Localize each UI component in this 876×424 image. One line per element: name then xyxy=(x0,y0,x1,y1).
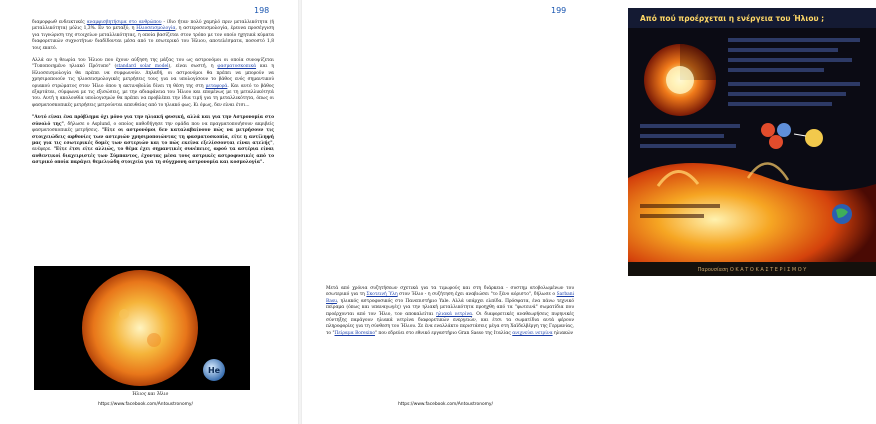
link-solar-neutrinos[interactable]: ηλιακά νετρίνα xyxy=(436,311,473,317)
source-link-right[interactable]: https://www.facebook.com/Antoustronomy/ xyxy=(398,402,494,407)
text-run: Αλλά αν η θεωρία του Ήλιου που έχουν αύξηση της μάζας του ως αστρονόμοι οι οποία συνοψίζεται "Τυποποιημένο ηλιακό Πρότυπο" ( xyxy=(32,58,274,70)
text-run: , ανέφερε. xyxy=(32,140,274,153)
left-paragraph-2 xyxy=(32,58,274,109)
text-run: " που εδρεύει στο εθνικό εργαστήριο Gran Sasso της Ιταλίας xyxy=(375,330,513,336)
text-run: , η αστεροσεισμολογία, έρευνα προσέγγιση για τιγνώριση της στοιχείων μεταλλικότητας, η οποία βασίζεται στον τρόπο με τον οποίο ηχητικά κύματα διαφορετικών συχνοτήτων διαδίδονται μέσα από το εσωτερικό του Ήλιου, αποτελέσματα, ποσοστό 1,8 τοις εκατό. xyxy=(32,26,274,51)
sun-and-helium-image xyxy=(34,266,250,390)
text-run: Μετά από χρόνια συζητήσεων σχετικά για τα τιμωρούς και στη διάρκεια - συστημ ατοβολωμένων του εσωτερικό για τη xyxy=(326,286,574,298)
infographic-footer: Παρουσίαση Ο Κ Α Τ Ο Κ Α Σ Τ Ε Ρ Ι Σ Μ Ο Υ xyxy=(697,267,807,273)
quote-bold: "Είτε οι αστρονόμοι δεν καταλαβαίνουν πώς να μετρήσουν τις στοιχειώδεις αφθονίες των αστεριών χρησιμοποιώντας τη φασματοσκοπία, είτε η αντίληψή μας για τις εσωτερικές δομές των αστεριών και το πώς εκείνα εξελίσσονται είναι ατελής" xyxy=(32,128,274,146)
text-run: ), είναι σωστή, η xyxy=(168,64,218,70)
neutron-icon xyxy=(777,123,791,137)
energy-burst-icon xyxy=(805,129,823,147)
text-run: ηλιακών xyxy=(552,330,574,336)
helium-label: He xyxy=(207,366,221,375)
text-run: , ηλιακός αστροφυσικός στο Πανεπιστήμιο Yale. Αλλά υπάρχει ελπίδα. Πρόσφατα, ένα πάνω τεχνικό πείραμα (όπως και υπαναγωγές) για την ηλιακή μεταλλικότητα προηχθη από τα "φωτεινά" σωματίδια που προέρχονται από τον Ήλιο, τον αποκαλείται xyxy=(326,298,574,317)
quote-bold: "Είτε έτσι είτε αλλιώς, το θέμα έχει σημαντικές συνέπειες, αφού τα αστέρια είναι αυθεντικοί διαχειριστές των Σύμπαντος, έχοντας μέσα τους αστρικές αστροφυσικές από το αστρικό οποία παράγει θεμελιώδη στοιχεία για τη σύγχρονη αστρονομία και κοσμολογία". xyxy=(32,147,275,166)
link-convection[interactable]: μεταφορά xyxy=(205,83,228,89)
solar-energy-infographic xyxy=(628,8,876,276)
left-quote-paragraph xyxy=(32,115,274,166)
link-borexino[interactable]: Πείραμα Borexino xyxy=(334,330,376,336)
link-helioseismology[interactable]: Ηλιοσεισμολογία xyxy=(136,26,176,32)
infographic-title: Από πού προέρχεται η ενέργεια του Ήλιου ; xyxy=(640,14,825,23)
page-number-left: 198 xyxy=(254,6,270,15)
link-inline[interactable]: αναμφισβητήσιμα στο ανθρώπου xyxy=(86,20,162,25)
figure-caption: Ήλιος και Ήλιο xyxy=(132,392,169,397)
text-run: , δήλωσε ο Asplund, ο οποίος καθοδήγησε την ομάδα που να πραγματοποιήσουν ακριβείς φασματοσκοπικές μετρήσεις. xyxy=(32,121,274,134)
right-page xyxy=(302,0,825,424)
infographic-graphic xyxy=(628,8,876,276)
text-run: . Και αυτό το βάθος εξαρτάται, σύμφωνα με τις εξισώσεις, με την αδιαφάνεια του Ήλιου και επομένως με τη μεταλλικότητά του. Αυτή η ακολουθία υπολογισμών θα πρέπει να προβλέπει την ίδια τιμή για τη μεταλλικότητα, όπως οι φασματοσκοπικές μετρήσεις μετρούνται απευθείας από το ηλιακό φως. Κι όμως, δεν είναι έτσι... xyxy=(32,83,275,108)
link-spectroscopy[interactable]: φασματοσκοπικά xyxy=(217,64,257,70)
text-run: στον Ήλιο - η συζήτηση έχει αναβιώσει "το ξένο αόριστο", δήλωσε ο xyxy=(397,292,557,298)
text-run: - ίδιο ήταν πολύ χαμηλό πριν μεταλλικότητα (ή μεταλλικότητα) μόλις 1,3%. Εν το μεταξύ, η xyxy=(32,20,274,32)
left-body-text xyxy=(32,20,274,173)
right-paragraph xyxy=(326,286,574,337)
proton-icon xyxy=(761,123,775,137)
text-run: . Οι διαφορετικές αναθεωρήσεις πυρηνικές σύντηξης παράγουν ηλιακά νετρίνα διαφορετικών ενεργειών, και έτσι τα σωματίδια αυτά φέρουν πληροφορίες για τη σύνθεση του Ήλιου. Σε ένα εναλλάκτο περιστάσεις μέγα στη Χαϊδελβέργη της Γερμανίας, το " xyxy=(326,311,574,336)
left-paragraph-1 xyxy=(32,20,274,52)
link-neutrino-detection[interactable]: ανιχνεύει νετρίνα xyxy=(512,330,553,336)
right-body-text xyxy=(326,286,574,343)
text-run: διαμορφωθ ενδεικτικές xyxy=(32,20,87,25)
quote-bold: "Αυτό είναι ένα πρόβλημα όχι μόνο για την ηλιακή φυσική, αλλά και για την Αστρονομία στο σύνολό της" xyxy=(32,115,274,127)
link-sarbani-basu[interactable]: Sarbani Basu xyxy=(326,292,575,304)
text-run: και η Ηλιοσεισμολογία θα πρέπει να συμφωνούν. Δηλαδή, οι αστρονόμοι θα πρέπει να μπορούν να χρησιμοποιούν τις ηλιοσεισμολογικές μετρήσεις τους για να υπολογίσουν το βάθος ενός σημαντικού οριακού στρώματος στον Ήλιο όπου η ακτινοβολία δίνει τη θέση της στη xyxy=(32,64,274,89)
source-link-left[interactable]: https://www.facebook.com/Antoustronomy/ xyxy=(98,402,194,407)
link-standard-solar-model[interactable]: standard solar model xyxy=(116,64,169,70)
sun-icon xyxy=(34,266,250,390)
left-page xyxy=(0,0,298,424)
page-number-right: 199 xyxy=(551,6,567,15)
link-dark-matter[interactable]: Σκοτεινή Ύλη xyxy=(366,292,398,298)
